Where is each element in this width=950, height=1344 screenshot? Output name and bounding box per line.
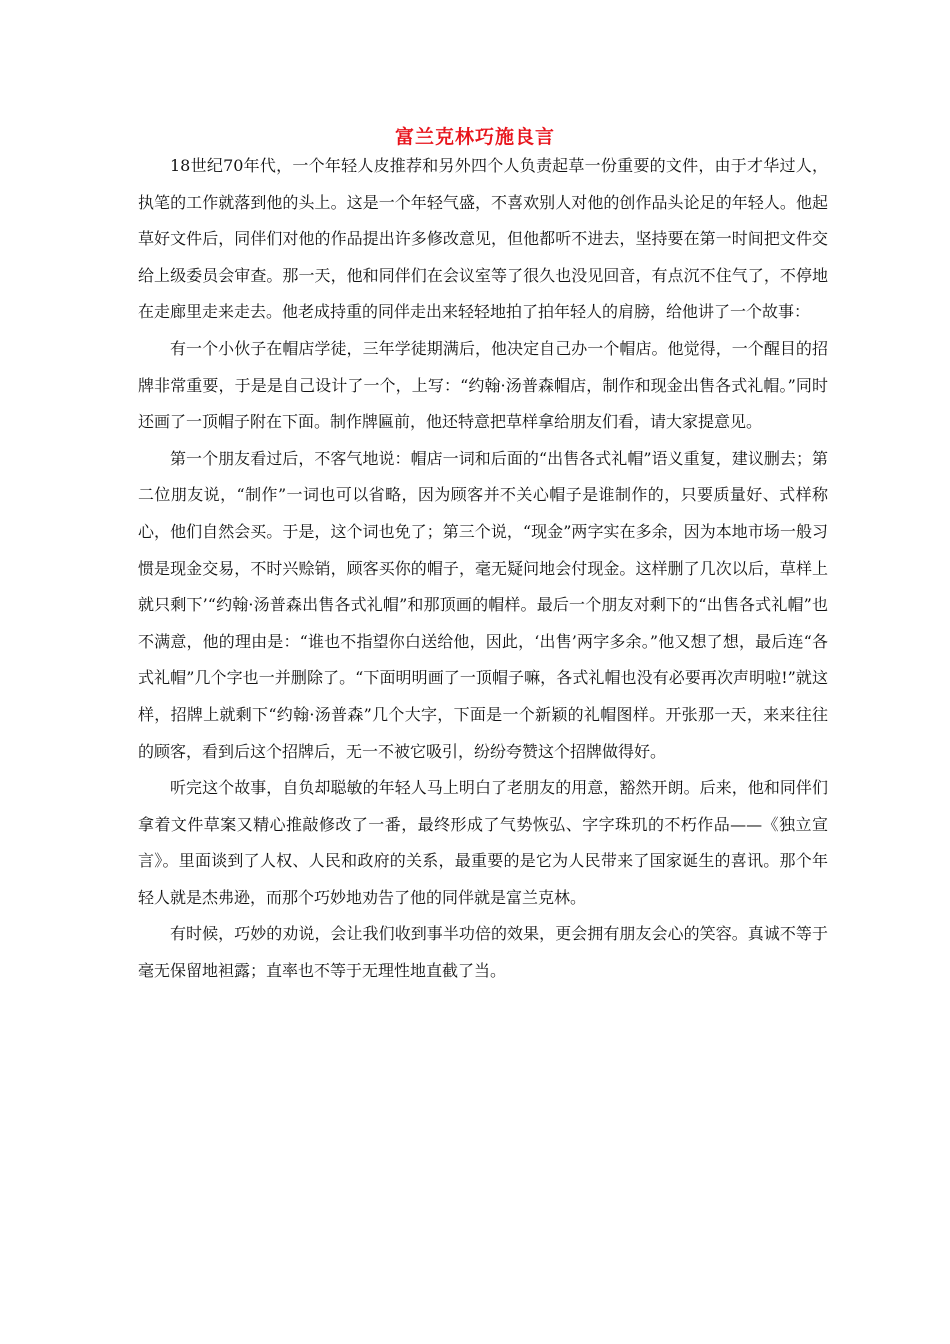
paragraph-4: 听完这个故事，自负却聪敏的年轻人马上明白了老朋友的用意，豁然开朗。后来，他和同伴们拿着文件草案又精心推敲修改了一番，最终形成了气势恢弘、字字珠玑的不朽作品——《独立宣言》。里面谈到了人权、人民和政府的关系，最重要的是它为人民带来了国家诞生的喜讯。那个年轻人就是杰弗逊，而那个巧妙地劝告了他的同伴就是富兰克林。 <box>138 778 828 907</box>
article-body <box>138 148 828 990</box>
paragraph-5: 有时候，巧妙的劝说，会让我们收到事半功倍的效果，更会拥有朋友会心的笑容。真诚不等于毫无保留地袒露；直率也不等于无理性地直截了当。 <box>138 924 828 981</box>
page-title: 富兰克林巧施良言 <box>394 126 555 148</box>
paragraph-1: 18世纪70年代，一个年轻人皮推荐和另外四个人负责起草一份重要的文件，由于才华过人，执笔的工作就落到他的头上。这是一个年轻气盛，不喜欢别人对他的创作品头论足的年轻人。他起草好文件后，同伴们对他的作品提出许多修改意见，但他都听不进去，坚持要在第一时间把文件交给上级委员会审查。那一天，他和同伴们在会议室等了很久也没见回音，有点沉不住气了，不停地在走廊里走来走去。他老成持重的同伴走出来轻轻地拍了拍年轻人的肩膀，给他讲了一个故事： <box>138 156 828 322</box>
paragraph-2: 有一个小伙子在帽店学徒，三年学徒期满后，他决定自己办一个帽店。他觉得，一个醒目的招牌非常重要，于是是自己设计了一个，上写：“约翰·汤普森帽店，制作和现金出售各式礼帽。”同时还画了一顶帽子附在下面。制作牌匾前，他还特意把草样拿给朋友们看，请大家提意见。 <box>138 338 828 432</box>
paragraph-3: 第一个朋友看过后，不客气地说：帽店一词和后面的“出售各式礼帽”语义重复，建议删去；第二位朋友说，“制作”一词也可以省略，因为顾客并不关心帽子是谁制作的，只要质量好、式样称心，他们自然会买。于是，这个词也免了；第三个说，“现金”两字实在多余，因为本地市场一般习惯是现金交易，不时兴赊销，顾客买你的帽子，毫无疑问地会付现金。这样删了几次以后，草样上就只剩下’“约翰·汤普森出售各式礼帽”和那顶画的帽样。最后一个朋友对剩下的“出售各式礼帽”也不满意，他的理由是：“谁也不指望你白送给他，因此，‘出售’两字多余。”他又想了想，最后连“各式礼帽”几个字也一并删除了。“下面明明画了一顶帽子嘛，各式礼帽也没有必要再次声明啦!”就这样，招牌上就剩下“约翰·汤普森”几个大字，下面是一个新颖的礼帽图样。开张那一天，来来往往的顾客，看到后这个招牌后，无一不被它吸引，纷纷夸赞这个招牌做得好。 <box>138 448 828 761</box>
